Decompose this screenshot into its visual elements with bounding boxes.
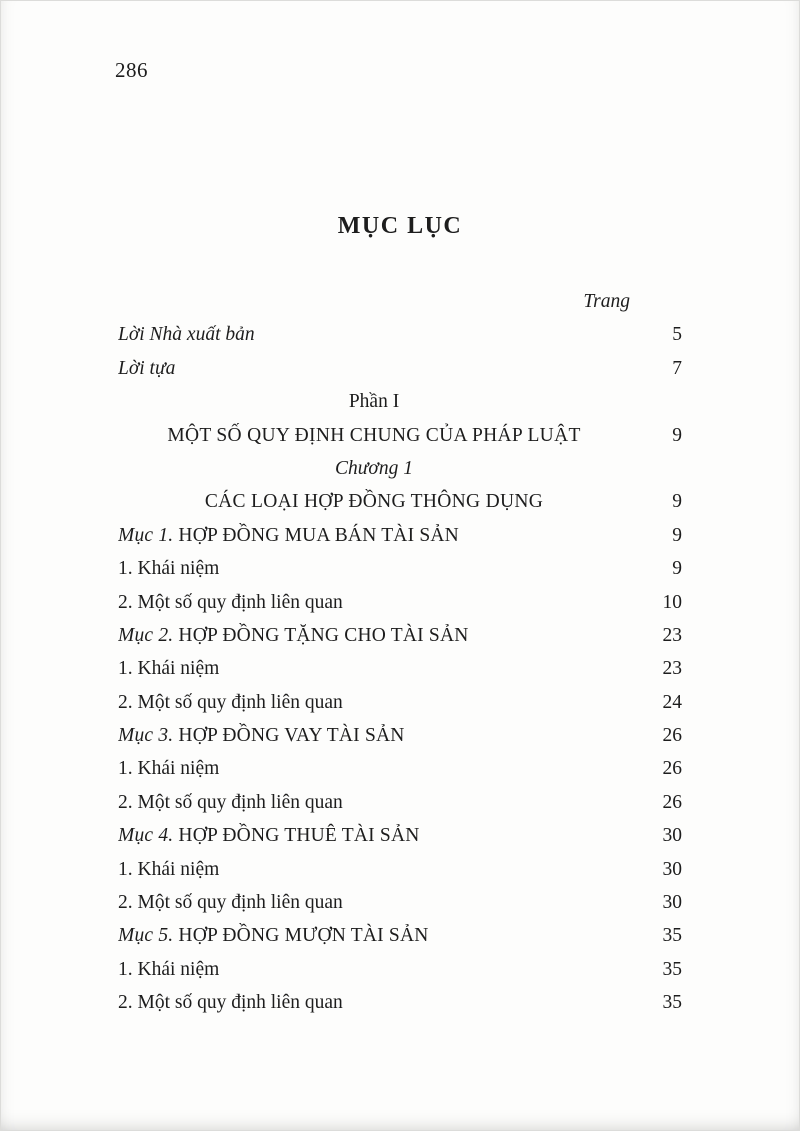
toc-entry-label: 1. Khái niệm — [118, 958, 220, 980]
toc-entry-page: 9 — [672, 524, 682, 546]
toc-entry-label: Lời tựa — [118, 357, 176, 379]
toc-entry-page: 30 — [662, 858, 682, 880]
toc-row — [118, 953, 682, 986]
toc-row — [118, 519, 682, 552]
toc-entry-label: 2. Một số quy định liên quan — [118, 691, 343, 713]
toc-column-header-row — [118, 285, 682, 318]
toc-entry-page: 9 — [672, 491, 682, 513]
toc-entry-text: HỢP ĐỒNG MUA BÁN TÀI SẢN — [173, 524, 459, 546]
toc-entry-label: 2. Một số quy định liên quan — [118, 892, 343, 914]
toc-entry-label — [118, 719, 630, 752]
toc-row — [118, 385, 682, 418]
toc-entry-label — [118, 919, 630, 952]
toc-row — [118, 352, 682, 385]
toc-entry-page: 9 — [672, 558, 682, 580]
toc-row — [118, 452, 682, 485]
toc-entry-label: 2. Một số quy định liên quan — [118, 992, 343, 1014]
toc-row — [118, 786, 682, 819]
toc-row — [118, 752, 682, 785]
toc-entry-page: 7 — [672, 357, 682, 379]
toc-row — [118, 552, 682, 585]
toc-row — [118, 986, 682, 1019]
toc-row — [118, 819, 682, 852]
toc-entry-label: 1. Khái niệm — [118, 858, 220, 880]
toc-row — [118, 719, 682, 752]
page-number: 286 — [115, 58, 148, 82]
toc-entry-page: 26 — [662, 725, 682, 747]
toc-row — [118, 318, 682, 351]
toc-row — [118, 886, 682, 919]
toc-entry-page: 23 — [662, 658, 682, 680]
toc-entry-page: 26 — [662, 791, 682, 813]
toc-entry-page: 35 — [662, 958, 682, 980]
toc-entry-page: 30 — [662, 892, 682, 914]
toc-entry-prefix: Mục 5. — [118, 925, 174, 947]
toc-entry-text: HỢP ĐỒNG MƯỢN TÀI SẢN — [173, 925, 429, 947]
toc-entry-label: 2. Một số quy định liên quan — [118, 591, 343, 613]
toc-entry-label: 1. Khái niệm — [118, 758, 220, 780]
toc-entry-label: 1. Khái niệm — [118, 658, 220, 680]
toc-entry-prefix: Mục 2. — [118, 624, 174, 646]
toc-entry-page: 23 — [662, 624, 682, 646]
toc-entry-label: 1. Khái niệm — [118, 558, 220, 580]
toc-entry-label: CÁC LOẠI HỢP ĐỒNG THÔNG DỤNG — [204, 491, 544, 513]
toc-entry-page: 35 — [662, 992, 682, 1014]
toc-entry-page: 30 — [662, 825, 682, 847]
toc-entry-page: 35 — [662, 925, 682, 947]
toc-row — [118, 919, 682, 952]
toc-row — [118, 686, 682, 719]
toc-entry-label: MỘT SỐ QUY ĐỊNH CHUNG CỦA PHÁP LUẬT — [167, 424, 581, 446]
toc-row — [118, 586, 682, 619]
toc-row — [118, 485, 682, 518]
toc-entry-label — [118, 819, 630, 852]
toc-row — [118, 419, 682, 452]
column-header-trang: Trang — [583, 291, 630, 312]
page-title: MỤC LỤC — [337, 213, 463, 239]
toc-list — [118, 285, 682, 1020]
toc-row — [118, 652, 682, 685]
toc-entry-page: 10 — [662, 591, 682, 613]
toc-entry-page: 9 — [672, 424, 682, 446]
toc-entry-prefix: Mục 1. — [118, 524, 174, 546]
toc-entry-prefix: Mục 4. — [118, 825, 174, 847]
toc-row — [118, 853, 682, 886]
toc-entry-label: 2. Một số quy định liên quan — [118, 791, 343, 813]
toc-entry-label: Lời Nhà xuất bản — [118, 324, 255, 346]
toc-entry-page: 5 — [672, 324, 682, 346]
toc-entry-text: HỢP ĐỒNG TẶNG CHO TÀI SẢN — [173, 624, 469, 646]
toc-row — [118, 619, 682, 652]
toc-entry-label — [118, 519, 630, 552]
toc-entry-label: Phần I — [348, 391, 400, 413]
toc-entry-text: HỢP ĐỒNG VAY TÀI SẢN — [173, 725, 405, 747]
toc-entry-page: 24 — [662, 691, 682, 713]
toc-entry-text: HỢP ĐỒNG THUÊ TÀI SẢN — [173, 825, 420, 847]
toc-entry-page: 26 — [662, 758, 682, 780]
toc-entry-label — [118, 619, 630, 652]
toc-entry-prefix: Mục 3. — [118, 725, 174, 747]
toc-entry-label: Chương 1 — [335, 457, 413, 479]
